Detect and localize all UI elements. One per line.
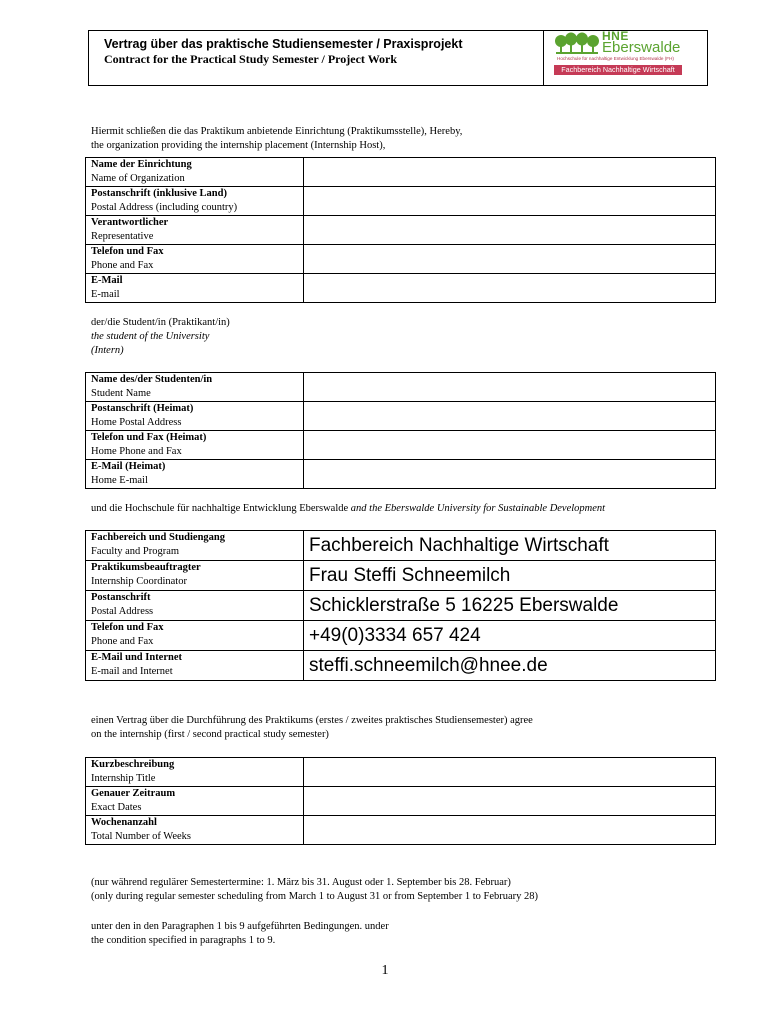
logo-hne-text: HNE (602, 29, 629, 43)
university-label-en: E-mail and Internet (91, 666, 173, 677)
host-label-de: Name der Einrichtung (91, 159, 192, 170)
closing-text (91, 920, 389, 948)
host-label-en: Representative (91, 231, 154, 242)
student-label-cell (86, 460, 304, 489)
student-label-en: Home Phone and Fax (91, 446, 182, 457)
closing-line-2: the condition specified in paragraphs 1 to 9. (91, 935, 276, 946)
student-label-cell (86, 402, 304, 431)
internship-intro-line-1: einen Vertrag über die Durchführung des Praktikums (erstes / zweites praktisches Studiensemester) agree (91, 715, 533, 726)
internship-value-field[interactable] (304, 816, 716, 845)
internship-table-body (86, 758, 716, 845)
internship-label-en: Internship Title (91, 773, 156, 784)
university-label-en: Internship Coordinator (91, 576, 187, 587)
host-label-cell (86, 187, 304, 216)
internship-value-field[interactable] (304, 758, 716, 787)
student-row (86, 373, 716, 402)
host-row (86, 216, 716, 245)
host-label-en: E-mail (91, 289, 120, 300)
student-value-field[interactable] (304, 431, 716, 460)
university-label-en: Faculty and Program (91, 546, 180, 557)
university-row (86, 621, 716, 651)
host-label-de: Telefon und Fax (91, 246, 164, 257)
student-label-cell (86, 431, 304, 460)
student-intro-line-2: the student of the University (91, 331, 210, 342)
university-label-en: Phone and Fax (91, 636, 154, 647)
host-intro-line-2: the organization providing the internship placement (Internship Host), (91, 140, 386, 151)
title-english: Contract for the Practical Study Semester / Project Work (104, 52, 398, 66)
semester-note-line-1: (nur während regulärer Semestertermine: 1. März bis 31. August oder 1. September bis 28. Februar) (91, 877, 511, 888)
trees-logo-icon (554, 32, 600, 56)
host-label-cell (86, 158, 304, 187)
university-label-de: Praktikumsbeauftragter (91, 562, 201, 573)
closing-line-1: unter den in den Paragraphen 1 bis 9 aufgeführten Bedingungen. under (91, 921, 389, 932)
university-row (86, 651, 716, 681)
internship-label-en: Total Number of Weeks (91, 831, 191, 842)
university-table-body (86, 531, 716, 681)
internship-label-en: Exact Dates (91, 802, 142, 813)
logo-eberswalde-text: Eberswalde (602, 39, 681, 56)
university-intro-normal: und die Hochschule für nachhaltige Entwicklung Eberswalde (91, 503, 351, 514)
university-label-cell (86, 531, 304, 561)
student-table (85, 372, 716, 489)
student-value-field[interactable] (304, 373, 716, 402)
internship-label-cell (86, 787, 304, 816)
host-table-body (86, 158, 716, 303)
university-label-de: Telefon und Fax (91, 622, 164, 633)
student-intro (91, 316, 230, 358)
host-row (86, 187, 716, 216)
university-label-de: E-Mail und Internet (91, 652, 183, 663)
host-label-cell (86, 274, 304, 303)
internship-label-de: Wochenanzahl (91, 817, 157, 828)
university-value-field[interactable]: +49(0)3334 657 424 (304, 621, 716, 651)
hne-logo (543, 30, 709, 86)
university-label-cell (86, 651, 304, 681)
student-label-de: E-Mail (Heimat) (91, 461, 166, 472)
university-label-en: Postal Address (91, 606, 154, 617)
university-value-field[interactable]: steffi.schneemilch@hnee.de (304, 651, 716, 681)
host-label-de: E-Mail (91, 275, 123, 286)
host-value-field[interactable] (304, 245, 716, 274)
student-label-de: Name des/der Studenten/in (91, 374, 213, 385)
university-row (86, 561, 716, 591)
internship-intro (91, 714, 533, 742)
university-label-de: Fachbereich und Studiengang (91, 532, 226, 543)
internship-row (86, 758, 716, 787)
host-value-field[interactable] (304, 187, 716, 216)
student-label-cell (86, 373, 304, 402)
student-row (86, 460, 716, 489)
university-value-field[interactable]: Frau Steffi Schneemilch (304, 561, 716, 591)
host-label-cell (86, 245, 304, 274)
internship-row (86, 787, 716, 816)
host-intro-line-1: Hiermit schließen die das Praktikum anbietende Einrichtung (Praktikumsstelle), Hereby, (91, 126, 463, 137)
host-value-field[interactable] (304, 216, 716, 245)
student-label-en: Home Postal Address (91, 417, 182, 428)
document-header (88, 30, 708, 86)
semester-note (91, 876, 538, 904)
student-label-de: Telefon und Fax (Heimat) (91, 432, 207, 443)
university-label-cell (86, 621, 304, 651)
host-row (86, 245, 716, 274)
host-value-field[interactable] (304, 158, 716, 187)
student-row (86, 431, 716, 460)
host-label-de: Postanschrift (inklusive Land) (91, 188, 227, 199)
university-value-field[interactable]: Fachbereich Nachhaltige Wirtschaft (304, 531, 716, 561)
internship-value-field[interactable] (304, 787, 716, 816)
internship-label-cell (86, 816, 304, 845)
internship-intro-line-2: on the internship (first / second practical study semester) (91, 729, 329, 740)
internship-row (86, 816, 716, 845)
logo-department-bar: Fachbereich Nachhaltige Wirtschaft (554, 65, 682, 75)
student-intro-line-1: der/die Student/in (Praktikant/in) (91, 317, 230, 328)
university-intro (91, 502, 605, 516)
student-intro-line-3: (Intern) (91, 345, 124, 356)
logo-subtitle: Hochschule für nachhaltige Entwicklung Eberswalde (FH) (557, 56, 674, 61)
host-row (86, 158, 716, 187)
semester-note-line-2: (only during regular semester scheduling from March 1 to August 31 or from September 1 to February 28) (91, 891, 539, 902)
student-table-body (86, 373, 716, 489)
internship-label-cell (86, 758, 304, 787)
host-label-en: Name of Organization (91, 173, 185, 184)
host-label-cell (86, 216, 304, 245)
university-row (86, 531, 716, 561)
host-row (86, 274, 716, 303)
host-value-field[interactable] (304, 274, 716, 303)
host-label-de: Verantwortlicher (91, 217, 169, 228)
university-label-cell (86, 591, 304, 621)
student-label-en: Home E-mail (91, 475, 148, 486)
internship-table (85, 757, 716, 845)
title-german: Vertrag über das praktische Studiensemester / Praxisprojekt (104, 37, 463, 51)
university-label-cell (86, 561, 304, 591)
university-table (85, 530, 716, 681)
host-label-en: Phone and Fax (91, 260, 154, 271)
university-row (86, 591, 716, 621)
student-value-field[interactable] (304, 460, 716, 489)
host-table (85, 157, 716, 303)
internship-label-de: Kurzbeschreibung (91, 759, 175, 770)
page-number: 1 (381, 963, 389, 978)
internship-label-de: Genauer Zeitraum (91, 788, 176, 799)
student-row (86, 402, 716, 431)
university-value-field[interactable]: Schicklerstraße 5 16225 Eberswalde (304, 591, 716, 621)
university-intro-italic: and the Eberswalde University for Sustainable Development (350, 503, 606, 514)
host-intro (91, 125, 462, 153)
student-label-de: Postanschrift (Heimat) (91, 403, 194, 414)
host-label-en: Postal Address (including country) (91, 202, 238, 213)
student-value-field[interactable] (304, 402, 716, 431)
student-label-en: Student Name (91, 388, 151, 399)
university-label-de: Postanschrift (91, 592, 151, 603)
